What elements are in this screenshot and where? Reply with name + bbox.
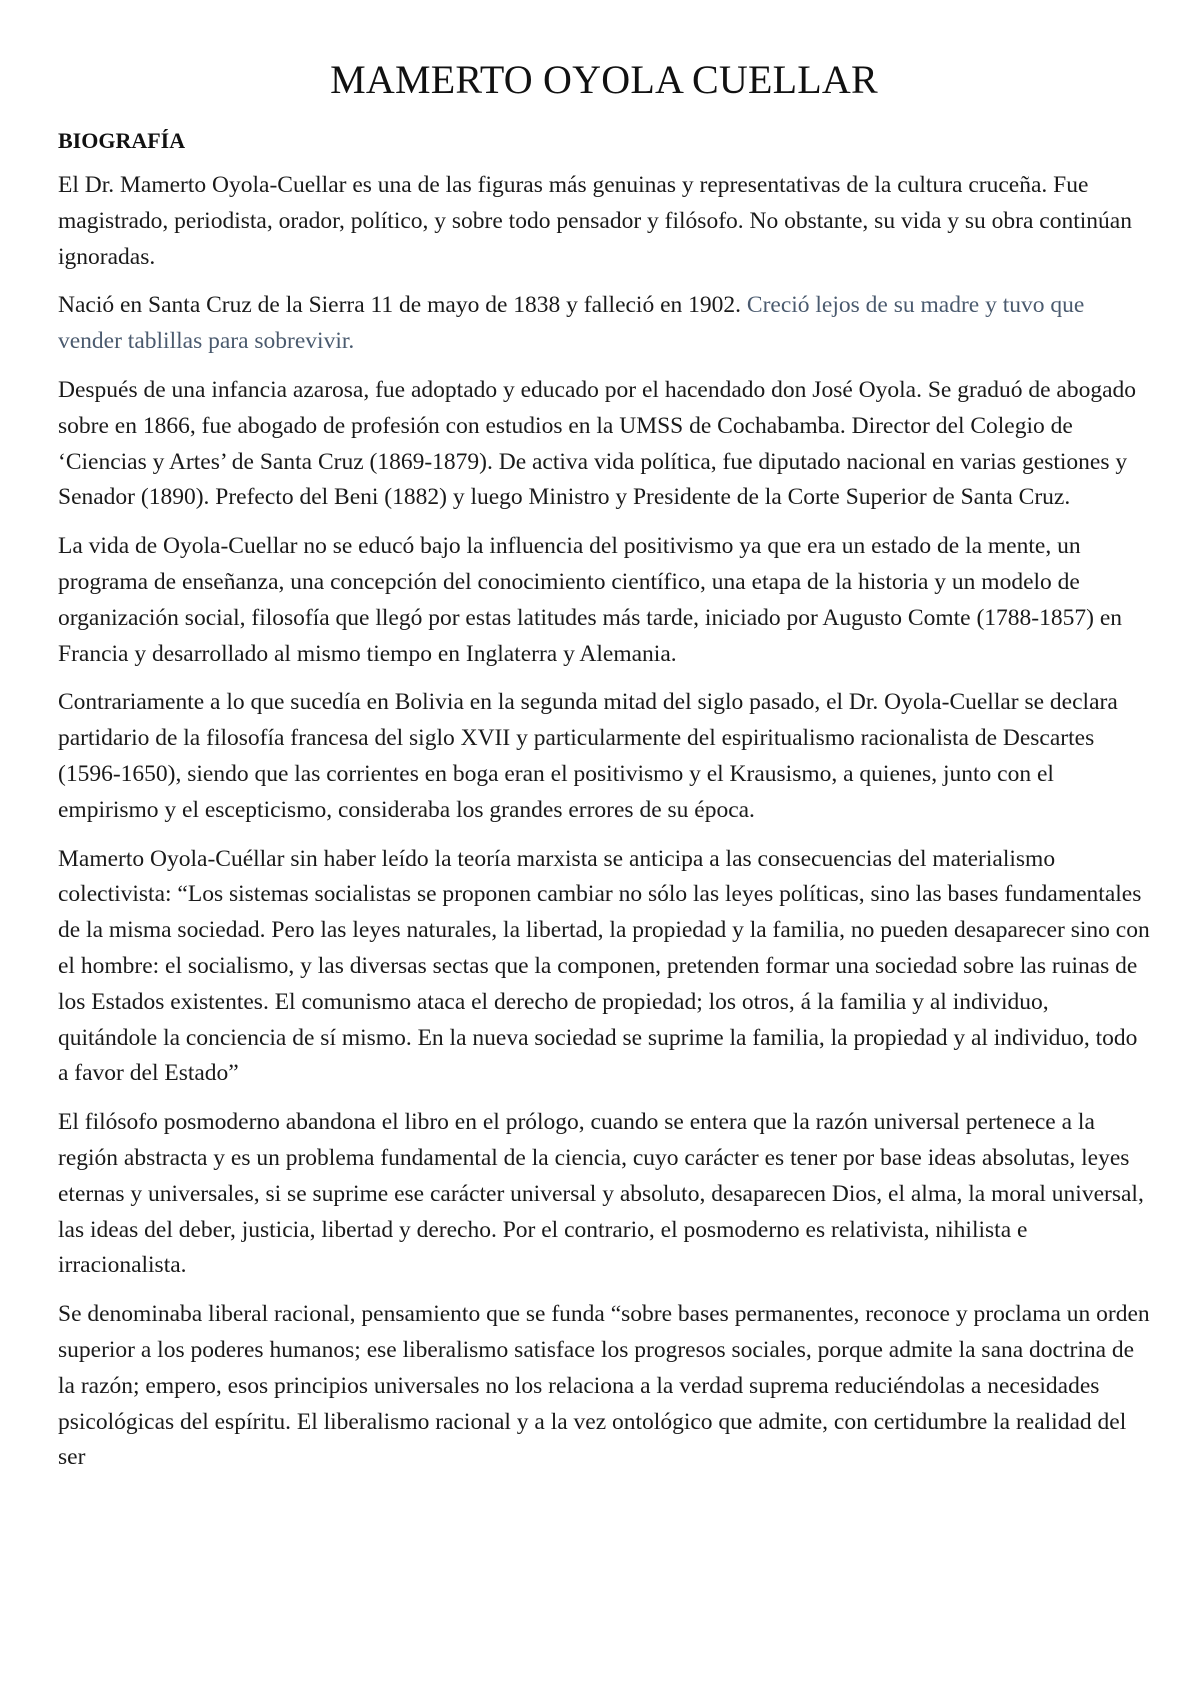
paragraph-birth [58,288,1150,360]
section-heading: BIOGRAFÍA [58,128,186,153]
paragraph-education: Después de una infancia azarosa, fue adoptado y educado por el hacendado don José Oyola. Se graduó de abogado sobre en 1866, fue abogado de profesión con estudios en la UMSS de Cochabamba. Director del Colegio de ‘Ciencias y Artes’ de Santa Cruz (1869-1879). De activa vida política, fue diputado nacional en varias gestiones y Senador (1890). Prefecto del Beni (1882) y luego Ministro y Presidente de la Corte Superior de Santa Cruz. [58,376,1136,511]
paragraph-intro: El Dr. Mamerto Oyola-Cuellar es una de las figuras más genuinas y representativas de la cultura cruceña. Fue magistrado, periodista, orador, político, y sobre todo pensador y filósofo. No obstante, su vida y su obra continúan ignoradas. [58,172,1132,270]
document-page [58,54,1150,1489]
paragraph-liberalism: Se denominaba liberal racional, pensamiento que se funda “sobre bases permanentes, reconoce y proclama un orden superior a los poderes humanos; ese liberalismo satisface los progresos sociales, porque admite la sana doctrina de la razón; empero, esos principios universales no los relaciona a la verdad suprema reduciéndolas a necesidades psicológicas del espíritu. El liberalismo racional y a la vez ontológico que admite, con certidumbre la realidad del ser [58,1301,1150,1471]
document-title: MAMERTO OYOLA CUELLAR [330,57,878,102]
paragraph-socialism-quote: Mamerto Oyola-Cuéllar sin haber leído la teoría marxista se anticipa a las consecuencias del materialismo colectivista: “Los sistemas socialistas se proponen cambiar no sólo las leyes políticas, sino las bases fundamentales de la misma sociedad. Pero las leyes naturales, la libertad, la propiedad y la familia, no pueden desaparecer sino con el hombre: el socialismo, y las diversas sectas que la componen, pretenden formar una sociedad sobre las ruinas de los Estados existentes. El comunismo ataca el derecho de propiedad; los otros, á la familia y al individuo, quitándole la conciencia de sí mismo. En la nueva sociedad se suprime la familia, la propiedad y al individuo, todo a favor del Estado” [58,845,1150,1087]
paragraph-philosophy: Contrariamente a lo que sucedía en Bolivia en la segunda mitad del siglo pasado, el Dr. Oyola-Cuellar se declara partidario de la filosofía francesa del siglo XVII y particularmente del espiritualismo racionalista de Descartes (1596-1650), siendo que las corrientes en boga eran el positivismo y el Krausismo, a quienes, junto con el empirismo y el escepticismo, consideraba los grandes errores de su época. [58,689,1118,823]
birth-text: Nació en Santa Cruz de la Sierra 11 de mayo de 1838 y falleció en 1902. [58,292,742,319]
paragraph-postmodern: El filósofo posmoderno abandona el libro en el prólogo, cuando se entera que la razón universal pertenece a la región abstracta y es un problema fundamental de la ciencia, cuyo carácter es tener por base ideas absolutas, leyes eternas y universales, si se suprime ese carácter universal y absoluto, desaparecen Dios, el alma, la moral universal, las ideas del deber, justicia, libertad y derecho. Por el contrario, el posmoderno es relativista, nihilista e irracionalista. [58,1109,1144,1279]
paragraph-positivism: La vida de Oyola-Cuellar no se educó bajo la influencia del positivismo ya que era un estado de la mente, un programa de enseñanza, una concepción del conocimiento científico, una etapa de la historia y un modelo de organización social, filosofía que llegó por estas latitudes más tarde, iniciado por Augusto Comte (1788-1857) en Francia y desarrollado al mismo tiempo en Inglaterra y Alemania. [58,533,1122,667]
childhood-text: Creció lejos de su madre y tuvo que vender tablillas para sobrevivir. [58,292,1085,355]
